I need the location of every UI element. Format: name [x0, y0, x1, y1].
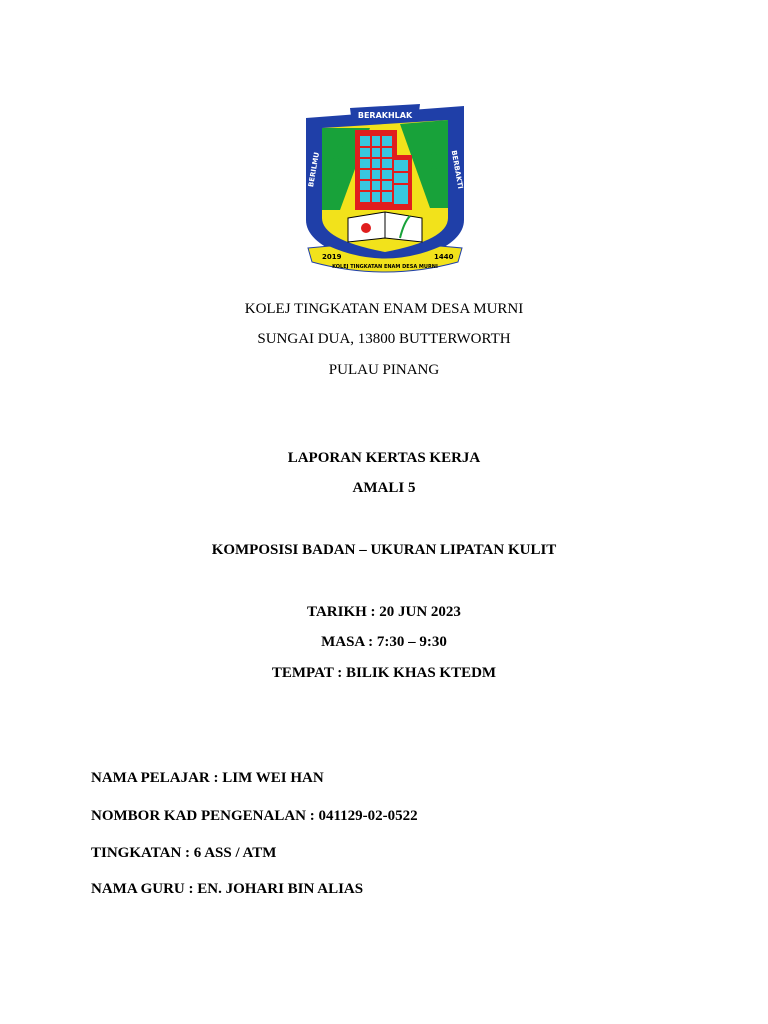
teacher-name: NAMA GURU : EN. JOHARI BIN ALIAS [91, 881, 364, 897]
student-name: NAMA PELAJAR : LIM WEI HAN [91, 770, 324, 786]
crest-year-right: 1440 [434, 253, 454, 261]
crest-year-left: 2019 [322, 253, 342, 261]
report-topic: KOMPOSISI BADAN – UKURAN LIPATAN KULIT [211, 542, 557, 558]
crest-svg [300, 100, 470, 285]
crest-ribbon-text: KOLEJ TINGKATAN ENAM DESA MURNI [332, 264, 438, 270]
report-title: LAPORAN KERTAS KERJA [287, 450, 481, 466]
report-place: TEMPAT : BILIK KHAS KTEDM [271, 665, 497, 681]
crest-top-text: BERAKHLAK [357, 111, 413, 120]
student-ic: NOMBOR KAD PENGENALAN : 041129-02-0522 [91, 808, 418, 824]
crest-right-text: BERBAKTI [449, 149, 465, 190]
report-date: TARIKH : 20 JUN 2023 [307, 604, 461, 620]
crest-left-text: BERILMU [307, 151, 322, 188]
report-time: MASA : 7:30 – 9:30 [321, 634, 447, 650]
school-address-2: PULAU PINANG [328, 362, 440, 378]
report-subtitle: AMALI 5 [352, 480, 416, 496]
torch-icon [361, 223, 371, 233]
school-crest [300, 100, 470, 285]
school-name: KOLEJ TINGKATAN ENAM DESA MURNI [244, 301, 524, 317]
student-form: TINGKATAN : 6 ASS / ATM [91, 845, 277, 861]
school-address-1: SUNGAI DUA, 13800 BUTTERWORTH [257, 331, 511, 347]
